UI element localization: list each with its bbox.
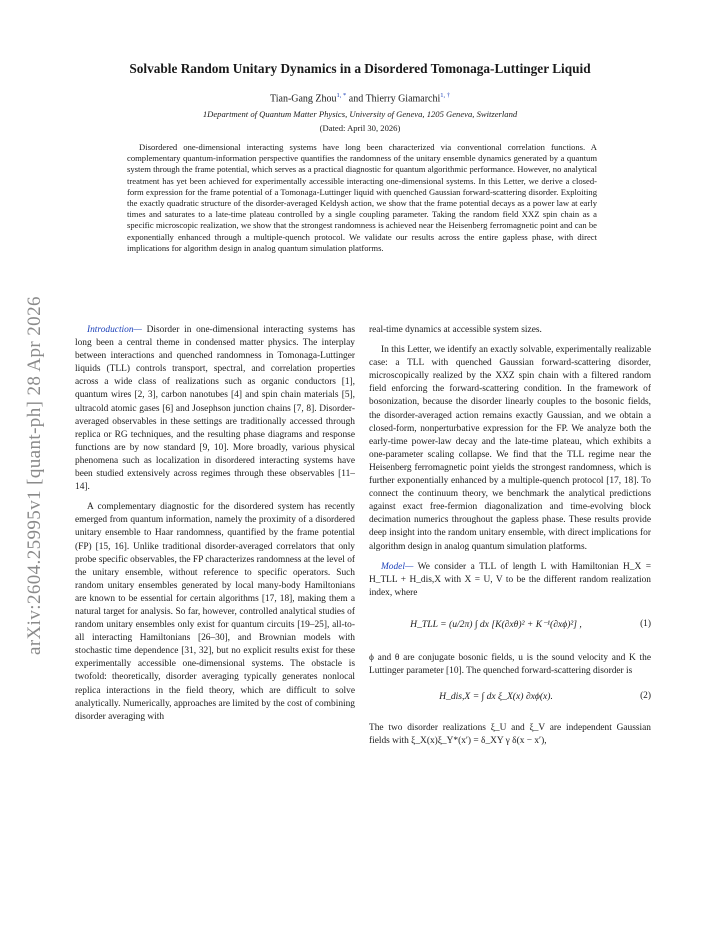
equation-body: H_dis,X = ∫ dx ξ_X(x) ∂xϕ(x). xyxy=(439,691,553,703)
body-paragraph: real-time dynamics at accessible system sizes. xyxy=(369,325,542,335)
body-paragraph: The two disorder realizations ξ_U and ξ_V are independent Gaussian fields with ξ_X(x)ξ_Y*(x′) = δ_XY γ δ(x − x′), xyxy=(369,723,651,747)
right-column xyxy=(369,324,651,755)
author-conjunction: and xyxy=(348,93,364,105)
intro-paragraph xyxy=(75,324,355,494)
date-line: (Dated: April 30, 2026) xyxy=(319,123,401,133)
equation-2 xyxy=(369,686,651,712)
equation-number: (1) xyxy=(640,618,651,629)
arxiv-identifier: arXiv:2604.25995v1 [quant-ph] 28 Apr 2026 xyxy=(24,296,45,655)
equation-number: (2) xyxy=(640,691,651,702)
body-paragraph: ϕ and θ are conjugate bosonic fields, u is the sound velocity and K the Luttinger parameter [10]. The quenched forward-scattering disorder is xyxy=(369,652,651,676)
paper-title: Solvable Random Unitary Dynamics in a Disordered Tomonaga-Luttinger Liquid xyxy=(129,61,591,76)
author-marks[interactable]: 1, † xyxy=(440,92,451,99)
section-heading-introduction: Introduction— xyxy=(87,325,142,335)
model-paragraph xyxy=(369,561,651,600)
author-name: Tian-Gang Zhou xyxy=(269,93,337,105)
author-name: Thierry Giamarchi xyxy=(365,93,441,105)
paragraph-text: We consider a TLL of length L with Hamiltonian H_X = H_TLL + H_dis,X with X = U, V to be the different random realization index, where xyxy=(369,561,651,598)
author-marks[interactable]: 1, * xyxy=(336,92,347,99)
equation-1 xyxy=(369,608,651,642)
affiliation: 1Department of Quantum Matter Physics, University of Geneva, 1205 Geneva, Switzerland xyxy=(202,109,518,119)
author-line xyxy=(40,92,680,104)
body-paragraph: A complementary diagnostic for the disordered system has recently emerged from quantum information, namely the proximity of a disordered unitary ensemble to Haar randomness, quantified by the frame potential (FP) [15, 16]. Unlike traditional disorder-averaged correlators that only probe specific observables, the FP characterizes randomness at the level of the unitary ensemble, without reference to specific operators. Such random unitary ensembles generated by local many-body Hamiltonians are known to be essential for certain algorithms [17, 18], making them a natural target for analysis. So far, however, controlled analytical studies of random unitary ensembles only exist for quantum circuits [19–25], all-to-all interacting Hamiltonians [26–30], and Brownian models with stochastic time dependence [31, 32], but no explicit results exist for these experimentally accessible one-dimensional systems. The obstacle is twofold: theoretically, disorder averaging typically generates nonlocal replica interactions in the field theory, which are difficult to solve analytically. Numerically, approaches are limited by the cost of combining disorder averaging with xyxy=(75,502,356,722)
equation-body: H_TLL = (u/2π) ∫ dx [K(∂xθ)² + K⁻¹(∂xϕ)²] , xyxy=(410,618,582,630)
body-paragraph: In this Letter, we identify an exactly solvable, experimentally realizable case: a TLL with quenched Gaussian forward-scattering disorder, microscopically realized by the XXZ spin chain with a filtered random field enforcing the forward-scattering condition. In the framework of bosonization, because the disorder linearly couples to the bosonic fields, the disorder-averaged action remains exactly Gaussian, and we obtain a closed-form, nonperturbative expression for the FP. We analyze both the early-time power-law decay and the late-time plateau, which exhibits a one-parameter scaling collapse. We find that the TLL regime near the Heisenberg ferromagnetic point yields the strongest randomness, which is further exponentially enhanced by a multiple-quench protocol [17, 18]. To connect the continuum theory, we benchmark the analytical predictions against exact free-fermion diagonalization and time-evolving block decimation numerics throughout the gapless phase. These results provide deep insight into the random unitary ensemble, with direct implications for algorithm design in analog quantum simulation platforms. xyxy=(369,345,651,552)
paragraph-text: Disorder in one-dimensional interacting systems has long been a central theme in condensed matter physics. The interplay between interactions and quenched randomness in Tomonaga-Luttinger liquids (TLL) controls transport, spectral, and correlation properties across a wide class of realizations such as organic conductors [1], quantum wires [2, 3], carbon nanotubes [4] and spin chain materials [5], ultracold atomic gases [6] and Josephson junction chains [7, 8]. Disorder-averaged observables in these settings are traditionally accessed through replica or RG techniques, and the resulting phase diagrams and response functions are by now standard [9, 10]. More broadly, various physical phenomena such as localization in disordered interacting systems have been studied extensively across regimes through these observables [11–14]. xyxy=(75,325,355,493)
left-column xyxy=(75,324,355,731)
abstract: Disordered one-dimensional interacting systems have long been characterized via conventional correlation functions. A complementary quantum-information perspective quantifies the randomness of the unitary ensemble dynamics generated by a quantum system through the frame potential, which serves as a practical diagnostic for quantum algorithmic performance. However, no analytical treatment has yet been achieved for experimentally accessible interacting one-dimensional systems. In this Letter, we derive a closed-form expression for the frame potential of a Tomonaga-Luttinger liquid with quenched Gaussian forward-scattering disorder. Exploiting the exactly quadratic structure of the disorder-averaged Keldysh action, we show that the frame potential decays as a power law at early times and saturates to a late-time plateau controlled by a single coupling parameter. Taking the random field XXZ spin chain as a specific microscopic realization, we show that the strongest randomness is achieved near the Heisenberg ferromagnetic point and can be exponentially enhanced through a multiple-quench protocol. We validate our results across the entire gapless phase, with direct implications for algorithm design in analog quantum simulation platforms. xyxy=(127,142,597,253)
arxiv-stamp xyxy=(22,250,52,670)
section-heading-model: Model— xyxy=(381,561,414,572)
